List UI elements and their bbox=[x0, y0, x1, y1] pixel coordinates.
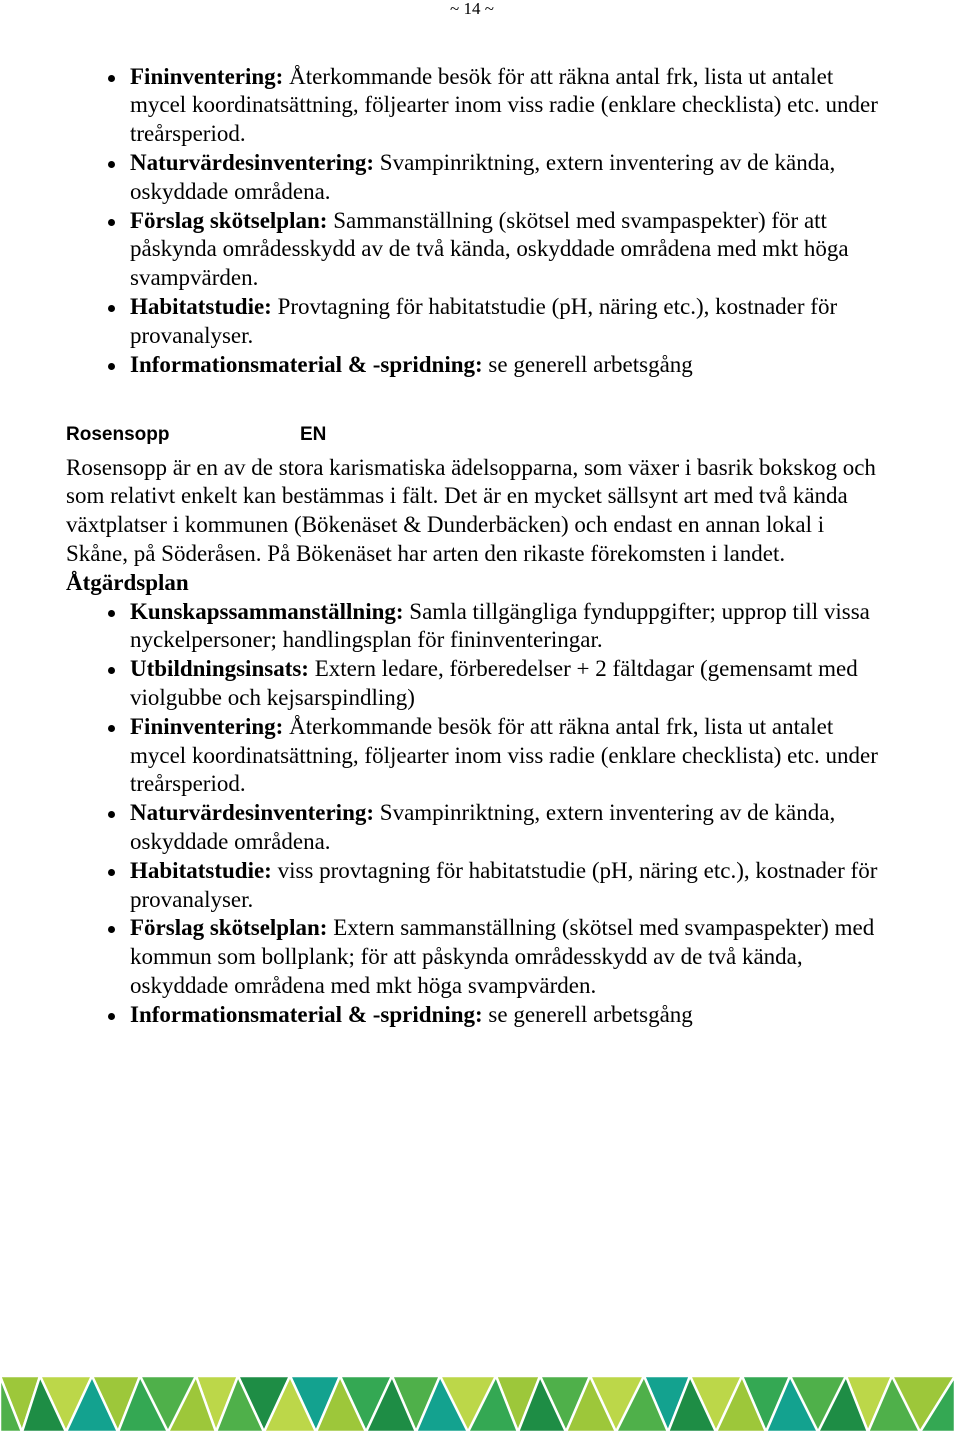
species-description-line: som relativt enkelt kan bestämmas i fält. Det är en mycket sällsynt art med två kända bbox=[66, 483, 848, 509]
list-item bbox=[0, 799, 960, 857]
item-text-line: påskynda områdesskydd av de två kända, oskyddade områdena med mkt höga bbox=[130, 236, 849, 262]
item-term: Informationsmaterial & -spridning: bbox=[130, 1001, 483, 1027]
species-name: Rosensopp bbox=[66, 424, 170, 446]
list-item-first-line bbox=[0, 351, 960, 380]
list-item-first-line bbox=[0, 655, 960, 684]
list-item-first-line bbox=[0, 149, 960, 178]
list-item bbox=[0, 1001, 960, 1030]
item-text: Svampinriktning, extern inventering av de kända, bbox=[379, 800, 836, 826]
action-plan-list bbox=[0, 598, 960, 1030]
list-item-first-line bbox=[0, 598, 960, 627]
item-term: Habitatstudie: bbox=[130, 857, 272, 883]
species-description bbox=[0, 454, 960, 569]
bullet-icon bbox=[108, 610, 115, 617]
list-item bbox=[0, 713, 960, 799]
item-text-line: oskyddade områdena. bbox=[130, 828, 331, 854]
species-description-line: Rosensopp är en av de stora karismatiska ädelsopparna, som växer i basrik bokskog och bbox=[66, 454, 876, 480]
footer-decoration-band bbox=[0, 1376, 960, 1432]
item-text-line: treårsperiod. bbox=[130, 121, 246, 147]
item-text: Extern sammanställning (skötsel med svampaspekter) med bbox=[333, 915, 875, 941]
item-text: Sammanställning (skötsel med svampaspekter) för att bbox=[333, 207, 827, 233]
bullet-icon bbox=[108, 926, 115, 933]
measures-list bbox=[0, 63, 960, 380]
item-term: Naturvärdesinventering: bbox=[130, 800, 375, 826]
item-text-line: mycel koordinatsättning, följearter inom viss radie (enklare checklista) etc. under bbox=[130, 742, 878, 768]
species-section bbox=[0, 454, 960, 1030]
item-text-line: mycel koordinatsättning, följearter inom viss radie (enklare checklista) etc. under bbox=[130, 92, 878, 118]
species-heading bbox=[66, 423, 327, 447]
item-text-line: oskyddade områdena med mkt höga svampvärden. bbox=[130, 972, 597, 998]
list-item bbox=[0, 63, 960, 149]
item-text-line: kommun som bollplank; för att påskynda områdesskydd av de två kända, bbox=[130, 944, 803, 970]
species-description-line: växtplatser i kommunen (Bökenäset & Dunderbäcken) och endast en annan lokal i bbox=[66, 512, 825, 538]
list-item bbox=[0, 149, 960, 207]
item-term: Utbildningsinsats: bbox=[130, 656, 309, 682]
list-item-first-line bbox=[0, 1001, 960, 1030]
list-item bbox=[0, 351, 960, 380]
list-item bbox=[0, 914, 960, 1000]
bullet-icon bbox=[108, 811, 115, 818]
item-term: Fininventering: bbox=[130, 63, 284, 89]
bullet-icon bbox=[108, 161, 115, 168]
list-item bbox=[0, 207, 960, 293]
list-item bbox=[0, 655, 960, 713]
list-item bbox=[0, 857, 960, 915]
item-text: Svampinriktning, extern inventering av de kända, bbox=[379, 149, 836, 175]
item-term: Fininventering: bbox=[130, 713, 284, 739]
list-item-first-line bbox=[0, 799, 960, 828]
item-text-line: violgubbe och kejsarspindling) bbox=[130, 684, 415, 710]
bullet-icon bbox=[108, 75, 115, 82]
item-text: se generell arbetsgång bbox=[488, 1001, 693, 1027]
bullet-icon bbox=[108, 305, 115, 312]
bullet-icon bbox=[108, 725, 115, 732]
bullet-icon bbox=[108, 1013, 115, 1020]
bullet-icon bbox=[108, 869, 115, 876]
list-item-first-line bbox=[0, 857, 960, 886]
list-item-first-line bbox=[0, 207, 960, 236]
item-term: Förslag skötselplan: bbox=[130, 915, 328, 941]
item-text-line: nyckelpersoner; handlingsplan för fininventeringar. bbox=[130, 627, 603, 653]
item-term: Naturvärdesinventering: bbox=[130, 149, 375, 175]
item-term: Förslag skötselplan: bbox=[130, 207, 328, 233]
list-item-first-line bbox=[0, 293, 960, 322]
item-text: viss provtagning för habitatstudie (pH, näring etc.), kostnader för bbox=[277, 857, 878, 883]
item-term: Habitatstudie: bbox=[130, 293, 272, 319]
list-item bbox=[0, 598, 960, 656]
item-text: Återkommande besök för att räkna antal frk, lista ut antalet bbox=[289, 63, 834, 89]
bullet-icon bbox=[108, 363, 115, 370]
bullet-icon bbox=[108, 219, 115, 226]
item-term: Kunskapssammanställning: bbox=[130, 598, 404, 624]
item-text-line: provanalyser. bbox=[130, 322, 254, 348]
item-text-line: svampvärden. bbox=[130, 265, 259, 291]
item-text: Extern ledare, förberedelser + 2 fältdagar (gemensamt med bbox=[314, 656, 858, 682]
item-text: Återkommande besök för att räkna antal frk, lista ut antalet bbox=[289, 713, 834, 739]
bullet-icon bbox=[108, 667, 115, 674]
list-item-first-line bbox=[0, 63, 960, 92]
item-text-line: treårsperiod. bbox=[130, 771, 246, 797]
page-number: ~ 14 ~ bbox=[450, 0, 494, 18]
item-text-line: provanalyser. bbox=[130, 886, 254, 912]
item-text-line: oskyddade områdena. bbox=[130, 178, 331, 204]
item-text: Provtagning för habitatstudie (pH, näring etc.), kostnader för bbox=[277, 293, 838, 319]
redlist-status-badge: EN bbox=[300, 424, 327, 446]
list-item bbox=[0, 293, 960, 351]
item-text: Samla tillgängliga fynduppgifter; upprop till vissa bbox=[409, 598, 870, 624]
action-plan-heading: Åtgärdsplan bbox=[66, 569, 189, 595]
item-text: se generell arbetsgång bbox=[488, 351, 693, 377]
item-term: Informationsmaterial & -spridning: bbox=[130, 351, 483, 377]
list-item-first-line bbox=[0, 713, 960, 742]
list-item-first-line bbox=[0, 914, 960, 943]
species-description-line: Skåne, på Söderåsen. På Bökenäset har arten den rikaste förekomsten i landet. bbox=[66, 540, 786, 566]
